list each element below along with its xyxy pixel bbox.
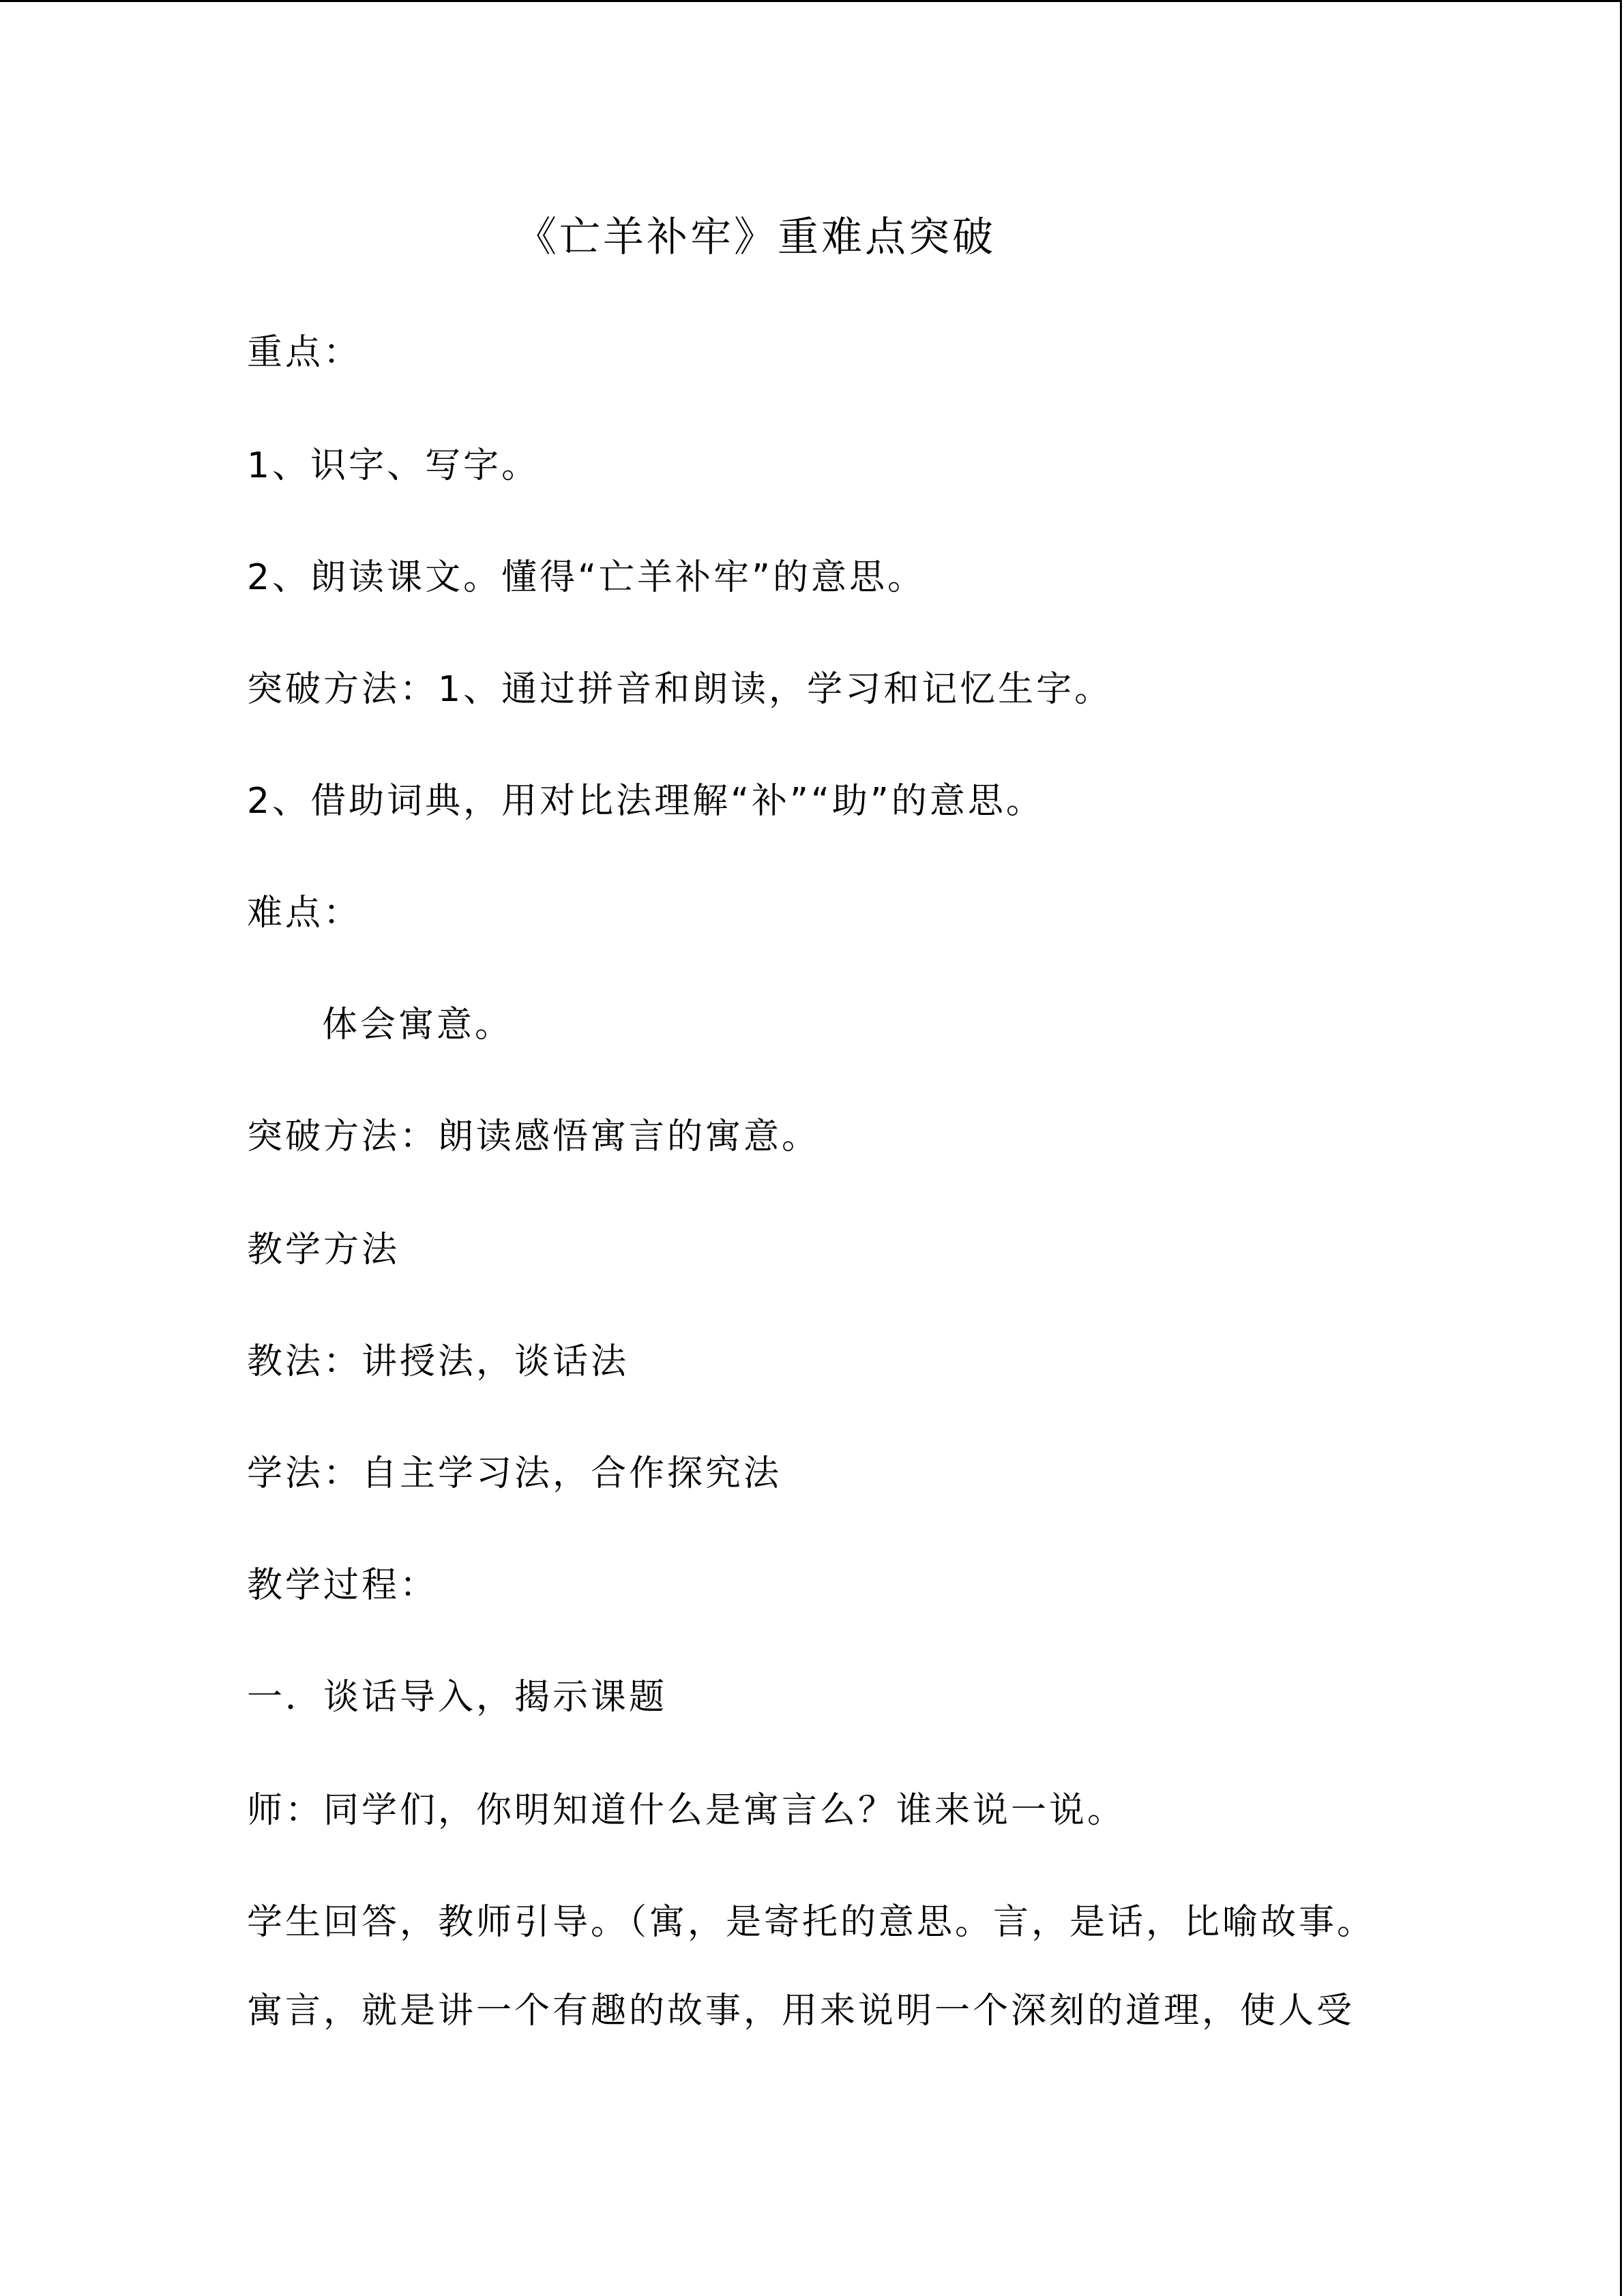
heading-key-points: 重点：: [247, 332, 362, 373]
section-heading: 一．谈话导入，揭示课题: [247, 1677, 668, 1718]
paragraph-line: 1、识字、写字。: [247, 445, 540, 486]
paragraph-line: 学法：自主学习法，合作探究法: [247, 1453, 782, 1494]
paragraph-line: 教法：讲授法，谈话法: [247, 1341, 630, 1382]
paragraph-line: 体会寓意。: [322, 1004, 514, 1045]
paragraph-line: 师：同学们，你明知道什么是寓言么？谁来说一说。: [247, 1790, 1126, 1831]
paragraph-line: 2、借助词典，用对比法理解“补”“助”的意思。: [247, 781, 1044, 822]
heading-teaching-process: 教学过程：: [247, 1565, 439, 1606]
heading-difficult-points: 难点：: [247, 893, 362, 934]
document-title: 《亡羊补牢》重难点突破: [516, 213, 996, 261]
heading-teaching-methods: 教学方法: [247, 1229, 400, 1270]
paragraph-line: 寓言，就是讲一个有趣的故事，用来说明一个深刻的道理，使人受: [247, 1991, 1355, 2031]
paragraph-line: 2、朗读课文。懂得“亡羊补牢”的意思。: [247, 557, 926, 598]
paragraph-line: 突破方法：1、通过拼音和朗读，学习和记忆生字。: [247, 669, 1113, 710]
paragraph-line: 学生回答，教师引导。（寓，是寄托的意思。言，是话，比喻故事。: [247, 1902, 1376, 1943]
paragraph-line: 突破方法：朗读感悟寓言的寓意。: [247, 1116, 821, 1157]
